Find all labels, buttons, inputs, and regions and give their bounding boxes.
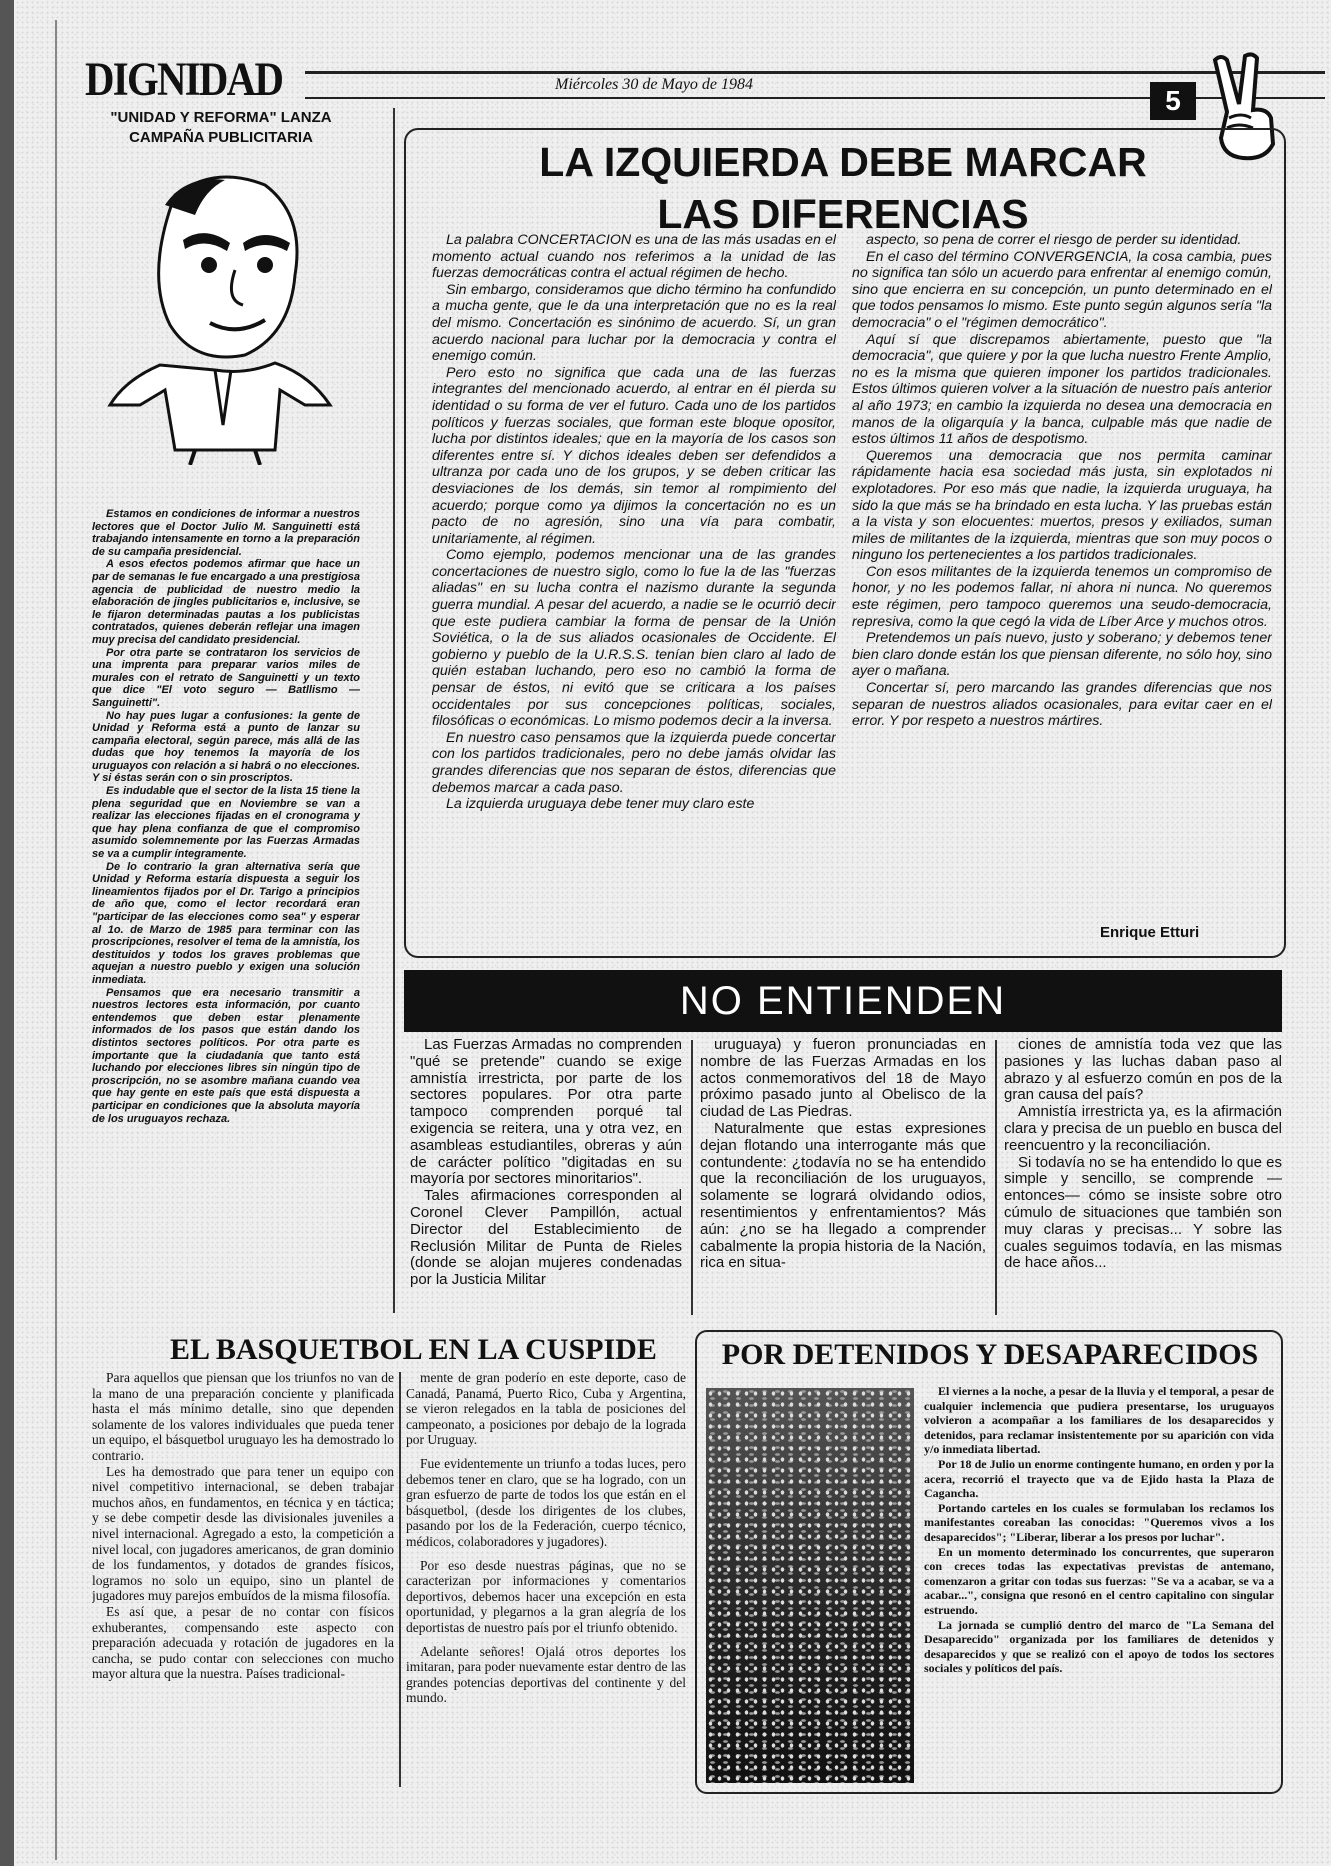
- article-paragraph: Sin embargo, consideramos que dicho término ha confundido a mucha gente, que le da una interpretación que no es la real del mismo. Concertación es sinónimo de acuerdo. Sí, un gran acuerdo nacional para luchar por la democracia y contra el enemigo común.: [432, 281, 836, 365]
- article-paragraph: Las Fuerzas Armadas no comprenden "qué se pretende" cuando se exige amnistía irrestricta, por parte de los sectores populares. Por otra parte tampoco comprenden porqué tal exigencia se reitera, una y otra vez, en asambleas estudiantiles, obreras y aún de carácter político "digitadas en su mayoría por sectores minoritarios".: [410, 1037, 682, 1188]
- no-entienden-banner: NO ENTIENDEN: [404, 970, 1282, 1032]
- page-number: 5: [1150, 82, 1196, 120]
- article-paragraph: uruguaya) y fueron pronunciadas en nombre de las Fuerzas Armadas en los actos conmemorativos del 18 de Mayo próximo pasado junto al Obelisco de la ciudad de Las Piedras.: [700, 1037, 986, 1121]
- masthead-logo: DIGNIDAD: [85, 53, 283, 106]
- masthead-rule: [305, 71, 1325, 74]
- detenidos-headline: POR DETENIDOS Y DESAPARECIDOS: [721, 1338, 1259, 1371]
- demonstration-photo: [706, 1388, 914, 1783]
- basquetbol-column-2: [406, 1370, 686, 1790]
- article-paragraph: No hay pues lugar a confusiones: la gente de Unidad y Reforma está a punto de lanzar su campaña electoral, según parece, más allá de las dudas que hoy tenemos la mayoría de los uruguayos con relación a si habrá o no elecciones. Y si éstas serán con o sin proscriptos.: [92, 709, 360, 785]
- article-paragraph: La palabra CONCERTACION es una de las más usadas en el momento actual cuando nos referimos a la unidad de las fuerzas democráticas contra el actual régimen de hecho.: [432, 232, 836, 282]
- article-paragraph: Portando carteles en los cuales se formulaban los reclamos los manifestantes coreaban las conocidas: "Queremos vivos a los desaparecidos"; "Liberar, liberar a los presos por luchar".: [924, 1500, 1274, 1544]
- article-paragraph: Queremos una democracia que nos permita caminar rápidamente hacia esa sociedad más justa, sin explotados ni explotadores. Por eso más que nadie, la izquierda uruguaya, ha sido la que más se ha brindado en esta lucha. Y las pruebas están a la vista y son elocuentes: muertos, presos y exiliados, suman miles de militantes de la izquierda, mientras que son muy pocos o ninguno los pertenecientes a los partidos tradicionales.: [852, 447, 1272, 564]
- article-paragraph: La jornada se cumplió dentro del marco de "La Semana del Desaparecido" organizada por los familiares de detenidos y desaparecidos y que se realizó con el apoyo de todos los sectores sociales y políticos del país.: [924, 1617, 1274, 1676]
- article-paragraph: Si todavía no se ha entendido lo que es simple y sencillo, se comprende —entonces— cómo se insiste sobre otro cúmulo de situaciones que también son muy claras y precisas... Y sobre las cuales seguimos todavía, en las mismas de hace años...: [1004, 1153, 1282, 1272]
- author-signature: Enrique Etturi: [1100, 924, 1200, 941]
- no-entienden-column-2: [700, 1037, 986, 1317]
- article-paragraph: Adelante señores! Ojalá otros deportes los imitaran, para poder nuevamente estar dentro de las grandes potencias deportivas del continente y del mundo.: [406, 1643, 686, 1706]
- article-paragraph: Es indudable que el sector de la lista 15 tiene la plena seguridad que en Noviembre se van a realizar las elecciones fijadas en el cronograma y que hay plena confianza de que el compromiso asumido solemnemente por las Fuerzas Armadas se va a cumplir íntegramente.: [92, 785, 360, 861]
- main-article-title-line: LA IZQUIERDA DEBE MARCAR: [539, 139, 1147, 185]
- article-paragraph: Tales afirmaciones corresponden al Coronel Clever Pampillón, actual Director del Establecimiento de Reclusión Militar de Punta de Rieles (donde se alojan mujeres condenadas por la Justicia Militar: [410, 1187, 682, 1289]
- article-paragraph: A esos efectos podemos afirmar que hace un par de semanas le fue encargado a una prestigiosa agencia de publicidad de nuestro medio la elaboración de jingles publicitarios e, inclusive, se le fijaron determinadas pautas a los publicistas contratados, quienes deberán reflejar una imagen muy precisa del candidato presidencial.: [92, 558, 360, 646]
- column-divider: [995, 1040, 997, 1315]
- main-article-column-2: [852, 232, 1272, 912]
- basquetbol-column-1: [92, 1370, 394, 1790]
- issue-date: Miércoles 30 de Mayo de 1984: [555, 76, 754, 93]
- basquetbol-headline: EL BASQUETBOL EN LA CUSPIDE: [170, 1333, 657, 1366]
- article-paragraph: El viernes a la noche, a pesar de la lluvia y el temporal, a pesar de cualquier inclemencia que pudiera presentarse, los uruguayos volvieron a acompañar a los familiares de los desaparecidos y detenidos, para reclamar insistentemente por su aparición con vida y/o inmediata libertad.: [924, 1384, 1274, 1457]
- left-article-body: [92, 508, 360, 1333]
- article-paragraph: En nuestro caso pensamos que la izquierda puede concertar con los partidos tradicionales, pero no debe jamás olvidar las grandes diferencias que nos separan de éstos, diferencias que debemos marcar a cada paso.: [432, 729, 836, 796]
- column-divider: [691, 1040, 693, 1315]
- no-entienden-column-3: [1004, 1037, 1282, 1317]
- detenidos-body: [924, 1384, 1274, 1784]
- article-paragraph: Amnistía irrestricta ya, es la afirmación clara y precisa de un pueblo en busca del reencuentro y la reconciliación.: [1004, 1103, 1282, 1154]
- main-article-title-line: LAS DIFERENCIAS: [657, 191, 1029, 237]
- article-paragraph: De lo contrario la gran alternativa sería que Unidad y Reforma estaría dispuesta a seguir los lineamientos fijados por el Dr. Tarigo a principios de año que, como el lector recordará eran "participar de las elecciones como sea" y esperar al 1o. de Marzo de 1985 para terminar con las proscripciones, resolver el tema de la amnistía, los destituidos y todos los graves problemas que aquejan a nuestro pueblo y exigen una solución inmediata.: [92, 860, 360, 986]
- article-paragraph: Pretendemos un país nuevo, justo y soberano; y debemos tener bien claro donde están los que piensan diferente, no sólo hoy, sino ayer o mañana.: [852, 630, 1272, 680]
- scan-fold-line: [55, 20, 57, 1860]
- article-paragraph: Es así que, a pesar de no contar con físicos exhuberantes, compensando este aspecto con preparación adecuada y rotación de jugadores en la cancha, se pudo contar con selecciones con mucho mayor altura que la nuestra. Países tradicional-: [92, 1603, 394, 1682]
- article-paragraph: La izquierda uruguaya debe tener muy claro este: [446, 796, 755, 813]
- article-paragraph: Como ejemplo, podemos mencionar una de las grandes concertaciones de nuestro siglo, como lo fue la de las "fuerzas aliadas" en su lucha contra el nazismo durante la segunda guerra mundial. A pesar del acuerdo, a nadie se le ocurrió decir que este pudiera cambiar la forma de pensar de la Unión Soviética, o la de sus aliados ocasionales de Occidente. El gobierno y pueblo de la U.R.S.S. tenían bien claro al lado de quién estaban luchando, pero eso no cambió la forma de pensar de éstos, ni evitó que se criticara a los países occidentales por sus concepciones políticas, sociales, filosóficas o económicas. Lo mismo podemos decir a la inversa.: [432, 547, 836, 730]
- article-paragraph: Pero esto no significa que cada una de las fuerzas integrantes del mencionado acuerdo, al entrar en él pierda su identidad o su forma de ver el futuro. Cada uno de los partidos políticos y fuerzas sociales, que forman este bloque opositor, lucha por distintos ideales; que en la mayoría de los casos son diferentes entre sí. Y dichos ideales deben ser defendidos a ultranza por cada uno de los grupos, y se deben criticar las desviaciones de los demás, sin temor al rompimiento del acuerdo; porque como ya dijimos la concertación no es un pacto de no agresión, sino una vía para combatir, unitariamente, al régimen.: [432, 364, 836, 547]
- article-paragraph: aspecto, so pena de correr el riesgo de perder su identidad.: [866, 232, 1242, 248]
- article-paragraph: Para aquellos que piensan que los triunfos no van de la mano de una preparación conciente y planificada hasta el más mínimo detalle, sino que dependen solamente de los valores individuales que pueda tener un equipo, el básquetbol uruguayo les ha demostrado lo contrario.: [92, 1370, 394, 1463]
- column-divider: [399, 1372, 401, 1787]
- left-article-headline: "UNIDAD Y REFORMA" LANZA CAMPAÑA PUBLICITARIA: [110, 109, 332, 146]
- article-paragraph: Por otra parte se contrataron los servicios de una imprenta para preparar varios miles de murales con el retrato de Sanguinetti y un texto que dice "El voto seguro — Batllismo — Sanguinetti".: [92, 646, 360, 709]
- article-paragraph: Les ha demostrado que para tener un equipo con nivel competitivo internacional, se deben trabajar muchos años, en fundamentos, en técnica y en táctica; y se debe competir desde las divisionales juveniles a nivel internacional. Agregado a esto, la competición a nivel local, con jugadores americanos, de gran dominio de los fundamentos, y dotados de grandes físicos, logramos no solo un equipo, sino un plantel de jugadores muy parejos embuídos de la misma filosofía.: [92, 1463, 394, 1604]
- article-paragraph: Estamos en condiciones de informar a nuestros lectores que el Doctor Julio M. Sanguinetti está trabajando intensamente en torno a la preparación de su campaña presidencial.: [92, 508, 360, 558]
- scan-edge: [0, 0, 14, 1866]
- article-paragraph: Con esos militantes de la izquierda tenemos un compromiso de honor, y no les podemos fallar, ni ahora ni nunca. No queremos este régimen, pero tampoco queremos una seudo-democracia, represiva, como la que cegó la vida de Líber Arce y muchos otros.: [852, 563, 1272, 630]
- article-paragraph: Pensamos que era necesario transmitir a nuestros lectores esta información, por cuanto entendemos que deben estar plenamente informados de los pasos que están dando los distintos sectores políticos. Por otra parte es importante que la ciudadanía que tanto está luchando por elecciones libres sin ningún tipo de proscripción, no se asombre mañana cuando vea que hay gente en este país que está dispuesta a participar en condiciones que la absoluta mayoría de los uruguayos rechaza.: [92, 986, 360, 1125]
- caricature-illustration: [105, 165, 335, 470]
- column-divider: [393, 108, 395, 1313]
- no-entienden-column-1: [410, 1037, 682, 1317]
- main-article-column-1: [432, 232, 836, 950]
- article-paragraph: Fue evidentemente un triunfo a todas luces, pero debemos tener en claro, que se ha logrado, con un gran esfuerzo de parte de todos los que están en el básquetbol, (desde los dirigentes de los clubes, pasando por los de la Federación, cuerpo técnico, médicos, colaboradores y jugadores).: [406, 1455, 686, 1549]
- main-article-title: [404, 136, 1282, 240]
- article-paragraph: Aquí sí que discrepamos abiertamente, puesto que "la democracia", que quiere y por la que lucha nuestro Frente Amplio, no es la misma que quieren imponer los partidos tradicionales. Estos últimos quieren volver a la situación de nuestro país anterior al año 1973; en cambio la izquierda no desea una democracia en manos de la oligarquía y la banca, culpable más que nadie de estos últimos 11 años de despotismo.: [852, 331, 1272, 448]
- article-paragraph: mente de gran poderío en este deporte, caso de Canadá, Panamá, Puerto Rico, Cuba y Argentina, se vieron relegados en la tabla de posiciones del campeonato, a posiciones por debajo de la lograda por Uruguay.: [406, 1370, 686, 1448]
- article-paragraph: Por eso desde nuestras páginas, que no se caracterizan por informaciones y comentarios deportivos, debemos hacer una excepción en esta oportunidad, y plegarnos a la gran alegría de los deportistas de nuestro país por el triunfo obtenido.: [406, 1557, 686, 1635]
- article-paragraph: En el caso del término CONVERGENCIA, la cosa cambia, pues no significa tan sólo un acuerdo para enfrentar al enemigo común, sino que encierra en su concepción, un punto determinado en el que todos pensamos lo mismo. Este punto según algunos sería "la democracia" o el "régimen democrático".: [852, 248, 1272, 331]
- article-paragraph: Por 18 de Julio un enorme contingente humano, en orden y por la acera, recorrió el trayecto que va de Ejido hasta la Plaza de Cagancha.: [924, 1456, 1274, 1501]
- article-paragraph: Naturalmente que estas expresiones dejan flotando una interrogante más que contundente: ¿todavía no se ha entendido que la reconciliación de los uruguayos, solamente se logrará olvidando odios, resentimientos y enfrentamientos? Más aún: ¿no se ha llegado a comprender cabalmente la propia historia de la Nación, rica en situa-: [700, 1119, 986, 1272]
- article-paragraph: ciones de amnistía toda vez que las pasiones y las luchas daban paso al abrazo y al esfuerzo común en pos de la gran causa del país?: [1004, 1037, 1282, 1104]
- article-paragraph: En un momento determinado los concurrentes, que superaron con creces todas las expectativas previstas de antemano, comenzaron a gritar con todas sus fuerzas: "Se va a acabar, se va a acabar...", consigna que resonó en el centro capitalino con singular estruendo.: [924, 1544, 1274, 1617]
- article-paragraph: Concertar sí, pero marcando las grandes diferencias que nos separan de nuestros aliados ocasionales, para evitar caer en el error. Y por respeto a nuestros mártires.: [852, 680, 1272, 730]
